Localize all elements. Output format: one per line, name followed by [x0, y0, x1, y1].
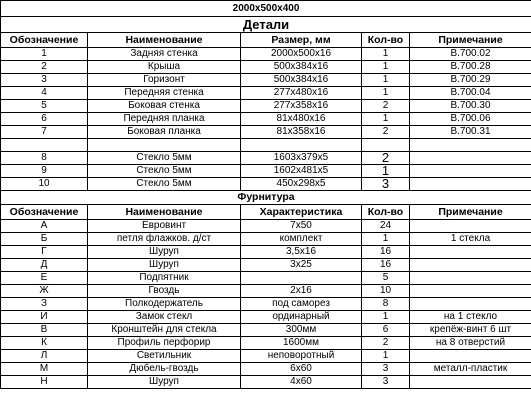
table-cell[interactable]: [410, 298, 531, 311]
table-cell[interactable]: неповоротный: [241, 350, 362, 363]
table-cell[interactable]: металл-пластик: [410, 363, 531, 376]
table-cell[interactable]: Г: [1, 246, 88, 259]
column-header[interactable]: Наименование: [88, 205, 241, 220]
table-cell[interactable]: Передняя планка: [88, 113, 241, 126]
table-row: [1, 48, 531, 61]
table-cell[interactable]: [410, 259, 531, 272]
table-cell[interactable]: 7: [1, 126, 88, 139]
table-cell[interactable]: Шуруп: [88, 259, 241, 272]
column-header[interactable]: Примечание: [410, 33, 531, 48]
table-cell[interactable]: [410, 178, 531, 191]
table-cell[interactable]: комплект: [241, 233, 362, 246]
table-cell[interactable]: 5: [362, 272, 410, 285]
table-cell[interactable]: В.700.30: [410, 100, 531, 113]
table-cell[interactable]: Е: [1, 272, 88, 285]
table-cell[interactable]: З: [1, 298, 88, 311]
table-row: [1, 74, 531, 87]
table-row: [1, 87, 531, 100]
table-row: [1, 113, 531, 126]
table-cell[interactable]: под саморез: [241, 298, 362, 311]
table-cell[interactable]: Светильник: [88, 350, 241, 363]
table-cell[interactable]: 3: [362, 363, 410, 376]
table-cell[interactable]: 3: [362, 178, 410, 191]
table-cell[interactable]: 1: [362, 113, 410, 126]
table-cell[interactable]: 81x480x16: [241, 113, 362, 126]
table-cell[interactable]: 1: [362, 74, 410, 87]
table-cell[interactable]: 24: [362, 220, 410, 233]
table-cell[interactable]: 16: [362, 259, 410, 272]
table-row: [1, 152, 531, 165]
table-cell[interactable]: 8: [362, 298, 410, 311]
table-row: [1, 61, 531, 74]
table-cell[interactable]: ординарный: [241, 311, 362, 324]
table-cell[interactable]: 2: [362, 152, 410, 165]
table-cell[interactable]: В.700.06: [410, 113, 531, 126]
table-cell[interactable]: В.700.02: [410, 48, 531, 61]
table-cell[interactable]: 3,5x16: [241, 246, 362, 259]
table-cell[interactable]: Профиль перфорир: [88, 337, 241, 350]
table-cell[interactable]: 10: [1, 178, 88, 191]
table-cell[interactable]: 1: [362, 48, 410, 61]
table-cell[interactable]: 277x358x16: [241, 100, 362, 113]
table-row: [1, 165, 531, 178]
table-cell[interactable]: [410, 285, 531, 298]
column-header[interactable]: Примечание: [410, 205, 531, 220]
table-cell[interactable]: [410, 272, 531, 285]
column-header[interactable]: Обозначение: [1, 33, 88, 48]
column-header[interactable]: Характеристика: [241, 205, 362, 220]
table-cell[interactable]: 6: [1, 113, 88, 126]
table-cell[interactable]: В.700.29: [410, 74, 531, 87]
table-cell[interactable]: Задняя стенка: [88, 48, 241, 61]
table-row: [1, 298, 531, 311]
column-header[interactable]: Обозначение: [1, 205, 88, 220]
table-row: [1, 100, 531, 113]
table-cell[interactable]: И: [1, 311, 88, 324]
table-row: [1, 259, 531, 272]
table-cell[interactable]: 1600мм: [241, 337, 362, 350]
table-row: [1, 363, 531, 376]
table-cell[interactable]: Подпятник: [88, 272, 241, 285]
table-cell[interactable]: Крыша: [88, 61, 241, 74]
table-cell[interactable]: 1603x379x5: [241, 152, 362, 165]
table-cell[interactable]: 4x60: [241, 376, 362, 389]
table-cell[interactable]: Горизонт: [88, 74, 241, 87]
table-cell[interactable]: В.700.31: [410, 126, 531, 139]
table-cell[interactable]: 1: [362, 87, 410, 100]
table-cell[interactable]: Дюбель-гвоздь: [88, 363, 241, 376]
table-cell[interactable]: [410, 165, 531, 178]
table-row: [1, 272, 531, 285]
table-cell[interactable]: М: [1, 363, 88, 376]
table-cell[interactable]: Передняя стенка: [88, 87, 241, 100]
section-row: [1, 191, 531, 205]
table-cell[interactable]: 2: [362, 100, 410, 113]
table-cell[interactable]: 81x358x16: [241, 126, 362, 139]
sheet-title[interactable]: 2000x500x400: [1, 1, 531, 17]
table-cell[interactable]: В: [1, 324, 88, 337]
table-cell[interactable]: Гвоздь: [88, 285, 241, 298]
column-header[interactable]: Наименование: [88, 33, 241, 48]
table-cell[interactable]: 8: [1, 152, 88, 165]
section-row: [1, 17, 531, 33]
table-cell[interactable]: Стекло 5мм: [88, 152, 241, 165]
table-row: [1, 178, 531, 191]
table-cell[interactable]: Шуруп: [88, 246, 241, 259]
table-cell[interactable]: 3: [362, 376, 410, 389]
table-cell[interactable]: В.700.04: [410, 87, 531, 100]
table-cell[interactable]: 2000x500x16: [241, 48, 362, 61]
table-row: [1, 220, 531, 233]
table-cell[interactable]: Н: [1, 376, 88, 389]
table-row: [1, 337, 531, 350]
table-cell[interactable]: Шуруп: [88, 376, 241, 389]
table-cell[interactable]: В.700.28: [410, 61, 531, 74]
table-cell[interactable]: 2: [1, 61, 88, 74]
table-cell[interactable]: на 8 отверстий: [410, 337, 531, 350]
table-cell[interactable]: Боковая планка: [88, 126, 241, 139]
table-cell[interactable]: 2: [362, 126, 410, 139]
table-cell[interactable]: 5: [1, 100, 88, 113]
table-cell[interactable]: крепёж-винт 6 шт: [410, 324, 531, 337]
column-header[interactable]: Кол-во: [362, 205, 410, 220]
table-cell[interactable]: 500x384x16: [241, 61, 362, 74]
empty-row: [1, 139, 531, 152]
table-cell[interactable]: 9: [1, 165, 88, 178]
table-cell[interactable]: 1: [1, 48, 88, 61]
table-cell[interactable]: [410, 376, 531, 389]
table-cell[interactable]: 2x16: [241, 285, 362, 298]
table-cell[interactable]: 500x384x16: [241, 74, 362, 87]
empty-cell[interactable]: [362, 139, 410, 152]
table-row: [1, 324, 531, 337]
table-cell[interactable]: 1: [362, 350, 410, 363]
table-cell[interactable]: 4: [1, 87, 88, 100]
table-row: [1, 376, 531, 389]
table-cell[interactable]: 7x50: [241, 220, 362, 233]
title-row: [1, 1, 531, 17]
table-row: [1, 233, 531, 246]
table-cell[interactable]: 3x25: [241, 259, 362, 272]
empty-cell[interactable]: [1, 139, 88, 152]
table-cell[interactable]: Полкодержатель: [88, 298, 241, 311]
table-cell[interactable]: 1 стекла: [410, 233, 531, 246]
table-cell[interactable]: Стекло 5мм: [88, 178, 241, 191]
table-cell[interactable]: 1: [362, 311, 410, 324]
table-cell[interactable]: Евровинт: [88, 220, 241, 233]
table-cell[interactable]: 1: [362, 233, 410, 246]
table-cell[interactable]: [410, 152, 531, 165]
table-cell[interactable]: [410, 220, 531, 233]
empty-cell[interactable]: [241, 139, 362, 152]
table-cell[interactable]: 450x298x5: [241, 178, 362, 191]
table-cell[interactable]: 10: [362, 285, 410, 298]
table-row: [1, 126, 531, 139]
table-cell[interactable]: на 1 стекло: [410, 311, 531, 324]
table-cell[interactable]: Л: [1, 350, 88, 363]
table-cell[interactable]: [241, 272, 362, 285]
table-cell[interactable]: 6x60: [241, 363, 362, 376]
table-cell[interactable]: Д: [1, 259, 88, 272]
table-cell[interactable]: 2: [362, 337, 410, 350]
table-cell[interactable]: 277x480x16: [241, 87, 362, 100]
table-cell[interactable]: А: [1, 220, 88, 233]
table-cell[interactable]: Б: [1, 233, 88, 246]
table-cell[interactable]: Ж: [1, 285, 88, 298]
header-row: [1, 205, 531, 220]
table-row: [1, 350, 531, 363]
empty-cell[interactable]: [410, 139, 531, 152]
table-cell[interactable]: 3: [1, 74, 88, 87]
table-cell[interactable]: Боковая стенка: [88, 100, 241, 113]
table-cell[interactable]: К: [1, 337, 88, 350]
table-cell[interactable]: петля флажков. д/ст: [88, 233, 241, 246]
table-cell[interactable]: 1: [362, 61, 410, 74]
table-cell[interactable]: 16: [362, 246, 410, 259]
table-cell[interactable]: Замок стекл: [88, 311, 241, 324]
empty-cell[interactable]: [88, 139, 241, 152]
column-header[interactable]: Размер, мм: [241, 33, 362, 48]
table-cell[interactable]: 6: [362, 324, 410, 337]
column-header[interactable]: Кол-во: [362, 33, 410, 48]
table-row: [1, 311, 531, 324]
table-cell[interactable]: [410, 246, 531, 259]
table-cell[interactable]: [410, 350, 531, 363]
table-cell[interactable]: 1: [362, 165, 410, 178]
header-row: [1, 33, 531, 48]
table-cell[interactable]: 1602x481x5: [241, 165, 362, 178]
table-cell[interactable]: Стекло 5мм: [88, 165, 241, 178]
table-row: [1, 246, 531, 259]
table-cell[interactable]: Кронштейн для стекла: [88, 324, 241, 337]
parts-section-title[interactable]: Детали: [1, 17, 531, 33]
hardware-section-title[interactable]: Фурнитура: [1, 191, 531, 205]
table-row: [1, 285, 531, 298]
table-cell[interactable]: 300мм: [241, 324, 362, 337]
